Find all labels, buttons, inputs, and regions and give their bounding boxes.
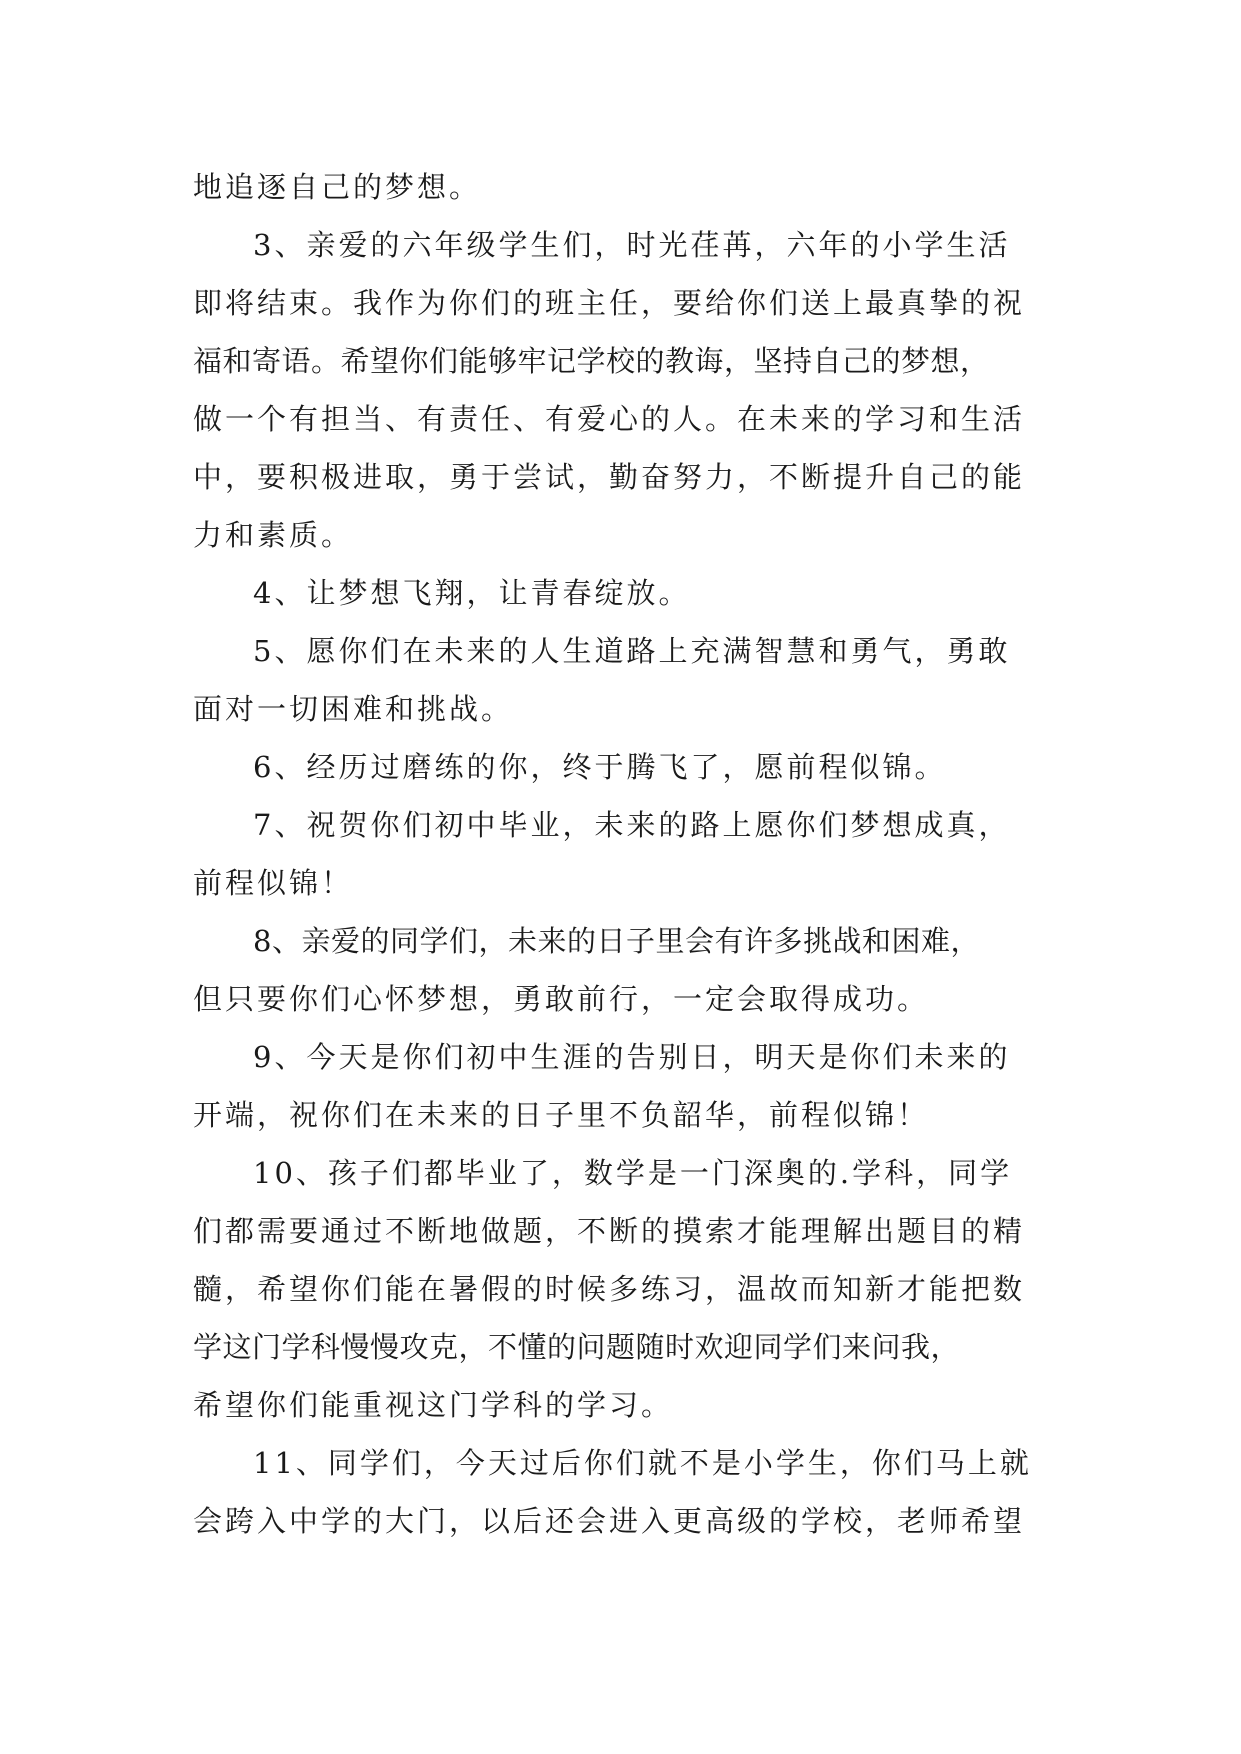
paragraph-6: 6、经历过磨练的你，终于腾飞了，愿前程似锦。 — [253, 750, 947, 784]
paragraph-3-start: 3、亲爱的六年级学生们，时光荏苒，六年的小学生活 — [253, 228, 1011, 262]
text-line: 中，要积极进取，勇于尝试，勤奋努力，不断提升自己的能 — [193, 460, 1026, 494]
text-line: 们都需要通过不断地做题，不断的摸索才能理解出题目的精 — [193, 1214, 1026, 1248]
text-line: 即将结束。我作为你们的班主任，要给你们送上最真挚的祝 — [193, 286, 1026, 320]
text-line: 会跨入中学的大门，以后还会进入更高级的学校，老师希望 — [193, 1504, 1026, 1538]
paragraph-7-start: 7、祝贺你们初中毕业，未来的路上愿你们梦想成真， — [253, 808, 1011, 842]
text-line: 福和寄语。希望你们能够牢记学校的教诲，坚持自己的梦想， — [193, 344, 990, 378]
body-text — [193, 158, 1053, 1550]
text-line: 力和素质。 — [193, 518, 354, 552]
text-line: 前程似锦！ — [193, 866, 354, 900]
text-line: 地追逐自己的梦想。 — [193, 170, 482, 204]
text-line: 面对一切困难和挑战。 — [193, 692, 514, 726]
paragraph-4: 4、让梦想飞翔，让青春绽放。 — [253, 576, 691, 610]
text-line: 做一个有担当、有责任、有爱心的人。在未来的学习和生活 — [193, 402, 1026, 436]
text-line: 学这门学科慢慢攻克，不懂的问题随时欢迎同学们来问我， — [193, 1330, 961, 1364]
text-line: 开端，祝你们在未来的日子里不负韶华，前程似锦！ — [193, 1098, 930, 1132]
paragraph-5-start: 5、愿你们在未来的人生道路上充满智慧和勇气，勇敢 — [253, 634, 1011, 668]
paragraph-11-start: 11、同学们，今天过后你们就不是小学生，你们马上就 — [253, 1446, 1032, 1480]
text-line: 但只要你们心怀梦想，勇敢前行，一定会取得成功。 — [193, 982, 930, 1016]
paragraph-8-start: 8、亲爱的同学们，未来的日子里会有许多挑战和困难， — [253, 924, 980, 958]
text-line: 希望你们能重视这门学科的学习。 — [193, 1388, 674, 1422]
paragraph-9-start: 9、今天是你们初中生涯的告别日，明天是你们未来的 — [253, 1040, 1011, 1074]
text-line: 髓，希望你们能在暑假的时候多练习，温故而知新才能把数 — [193, 1272, 1026, 1306]
paragraph-10-start: 10、孩子们都毕业了，数学是一门深奥的.学科，同学 — [253, 1156, 1013, 1190]
